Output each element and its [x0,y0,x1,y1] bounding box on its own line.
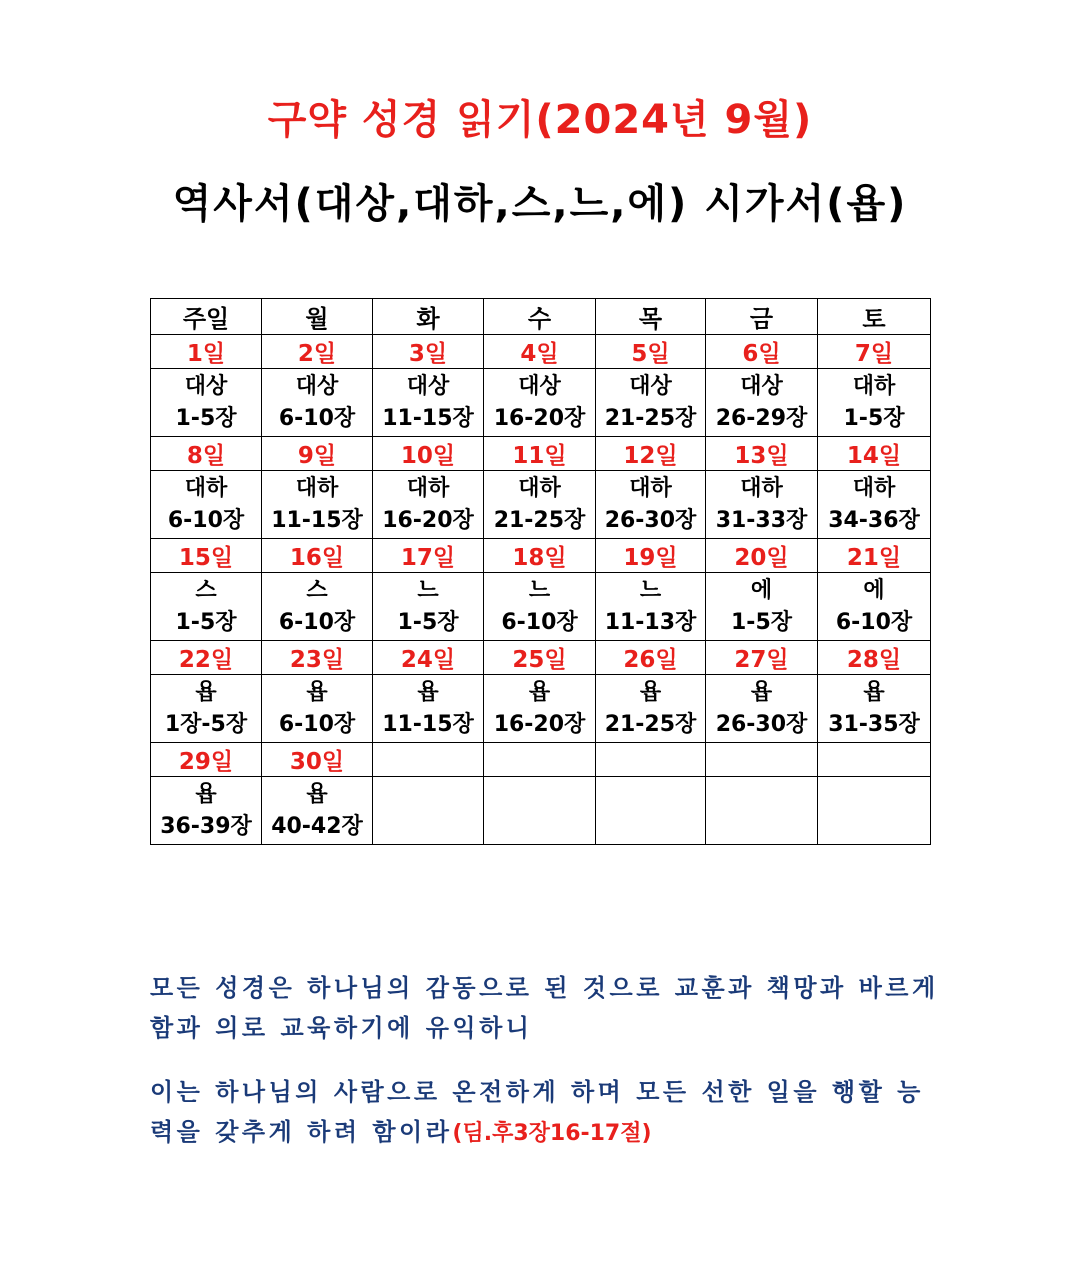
reading-cell [262,369,373,437]
chapter-range: 6-10장 [835,609,913,635]
date-cell: 13일 [706,437,818,471]
reading-cell [706,573,818,641]
date-cell: 3일 [373,335,484,369]
date-cell: 15일 [151,539,262,573]
chapter-range: 40-42장 [271,813,363,839]
date-cell: 12일 [596,437,706,471]
chapter-range: 16-20장 [382,507,474,533]
reading-cell [818,777,931,845]
book-name: 욥 [639,679,662,705]
book-name: 에 [750,577,773,603]
date-cell: 8일 [151,437,262,471]
date-cell: 27일 [706,641,818,675]
verse-paragraph-1: 모든 성경은 하나님의 감동으로 된 것으로 교훈과 책망과 바르게 함과 의로 교육하기에 유익하니 [150,974,939,1042]
book-name: 대하 [629,475,672,501]
reading-cell [596,573,706,641]
reading-cell [373,369,484,437]
reading-cell [484,573,596,641]
book-name: 에 [863,577,885,603]
reading-row [151,675,931,743]
reading-cell [484,777,596,845]
weekday-tuesday: 화 [373,299,484,335]
chapter-range: 16-20장 [493,405,586,431]
reading-cell [596,369,706,437]
book-name: 욥 [863,679,885,705]
date-cell: 24일 [373,641,484,675]
chapter-range: 11-15장 [271,507,363,533]
date-cell: 22일 [151,641,262,675]
book-name: 욥 [195,781,217,807]
reading-cell [373,573,484,641]
date-cell: 26일 [596,641,706,675]
weekday-thursday: 목 [596,299,706,335]
date-cell [706,743,818,777]
date-cell: 21일 [818,539,931,573]
chapter-range: 11-15장 [382,711,474,737]
book-name: 느 [528,577,551,603]
reading-cell [373,471,484,539]
book-name: 대상 [518,373,561,399]
weekday-wednesday: 수 [484,299,596,335]
date-cell: 20일 [706,539,818,573]
reading-cell [818,471,931,539]
book-name: 대하 [184,475,228,501]
chapter-range: 1-5장 [175,609,237,635]
reading-cell [706,777,818,845]
chapter-range: 1-5장 [175,405,237,431]
book-name: 욥 [750,679,773,705]
date-row [151,335,931,369]
date-cell: 4일 [484,335,596,369]
reading-cell [706,675,818,743]
chapter-range: 6-10장 [278,405,356,431]
chapter-range: 1-5장 [843,405,905,431]
book-name: 욥 [306,679,328,705]
date-cell [596,743,706,777]
chapter-range: 6-10장 [278,609,356,635]
reading-cell [484,471,596,539]
reading-row [151,573,931,641]
date-cell: 10일 [373,437,484,471]
date-cell: 1일 [151,335,262,369]
chapter-range: 21-25장 [604,405,697,431]
weekday-monday: 월 [262,299,373,335]
reading-cell [262,471,373,539]
page-subtitle: 역사서(대상,대하,스,느,에) 시가서(욥) [172,181,908,227]
book-name: 스 [195,577,217,603]
date-cell: 30일 [262,743,373,777]
chapter-range: 6-10장 [278,711,356,737]
chapter-range: 36-39장 [160,813,252,839]
date-row [151,641,931,675]
chapter-range: 21-25장 [493,507,586,533]
date-row [151,539,931,573]
weekday-header-row [151,299,931,335]
date-cell [373,743,484,777]
book-name: 대상 [295,373,339,399]
reading-row [151,777,931,845]
reading-cell [596,471,706,539]
page-title: 구약 성경 읽기(2024년 9월) [267,97,813,143]
reading-cell [818,573,931,641]
reading-calendar [150,298,931,845]
chapter-range: 11-15장 [382,405,474,431]
verse-reference: (딤.후3장16-17절) [452,1121,652,1146]
reading-cell [706,471,818,539]
reading-cell [151,675,262,743]
book-name: 욥 [417,679,439,705]
book-name: 느 [639,577,662,603]
chapter-range: 16-20장 [493,711,586,737]
book-name: 욥 [306,781,328,807]
reading-cell [818,369,931,437]
verse-text: 이는 하나님의 사람으로 온전하게 하며 모든 선한 일을 행할 능력을 갖추게 하려 함이라 [150,1078,924,1146]
chapter-range: 1장-5장 [164,711,248,737]
weekday-friday: 금 [706,299,818,335]
reading-cell [706,369,818,437]
book-name: 대상 [629,373,672,399]
reading-cell [151,777,262,845]
reading-cell [262,777,373,845]
reading-cell [262,675,373,743]
reading-cell [484,369,596,437]
book-name: 대상 [740,373,783,399]
book-name: 대하 [852,475,896,501]
chapter-range: 31-33장 [715,507,808,533]
date-cell: 25일 [484,641,596,675]
reading-cell [818,675,931,743]
reading-cell [151,471,262,539]
date-cell: 16일 [262,539,373,573]
reading-cell [596,675,706,743]
date-cell: 17일 [373,539,484,573]
date-cell: 28일 [818,641,931,675]
reading-row [151,369,931,437]
reading-cell [373,777,484,845]
chapter-range: 26-30장 [715,711,808,737]
chapter-range: 1-5장 [397,609,459,635]
date-row [151,743,931,777]
chapter-range: 34-36장 [828,507,920,533]
chapter-range: 26-29장 [715,405,808,431]
book-name: 느 [417,577,439,603]
date-cell: 11일 [484,437,596,471]
date-cell: 23일 [262,641,373,675]
book-name: 대하 [295,475,339,501]
reading-cell [262,573,373,641]
chapter-range: 1-5장 [731,609,792,635]
date-cell: 7일 [818,335,931,369]
date-cell: 6일 [706,335,818,369]
chapter-range: 21-25장 [604,711,697,737]
date-cell [818,743,931,777]
date-cell: 29일 [151,743,262,777]
date-cell [484,743,596,777]
reading-cell [151,573,262,641]
date-cell: 14일 [818,437,931,471]
weekday-sunday: 주일 [151,299,262,335]
book-name: 대하 [518,475,561,501]
verse-paragraph-2 [150,1072,940,1154]
book-name: 스 [306,577,328,603]
weekday-saturday: 토 [818,299,931,335]
chapter-range: 6-10장 [167,507,245,533]
book-name: 욥 [195,679,217,705]
book-name: 대하 [406,475,450,501]
chapter-range: 26-30장 [604,507,697,533]
chapter-range: 31-35장 [828,711,920,737]
chapter-range: 11-13장 [604,609,697,635]
reading-row [151,471,931,539]
book-name: 대하 [740,475,783,501]
date-cell: 5일 [596,335,706,369]
reading-cell [373,675,484,743]
reading-cell [596,777,706,845]
book-name: 대상 [184,373,228,399]
date-cell: 19일 [596,539,706,573]
reading-cell [484,675,596,743]
chapter-range: 6-10장 [501,609,578,635]
book-name: 대상 [406,373,450,399]
date-cell: 18일 [484,539,596,573]
book-name: 욥 [528,679,551,705]
date-row [151,437,931,471]
book-name: 대하 [852,373,896,399]
date-cell: 2일 [262,335,373,369]
date-cell: 9일 [262,437,373,471]
reading-cell [151,369,262,437]
